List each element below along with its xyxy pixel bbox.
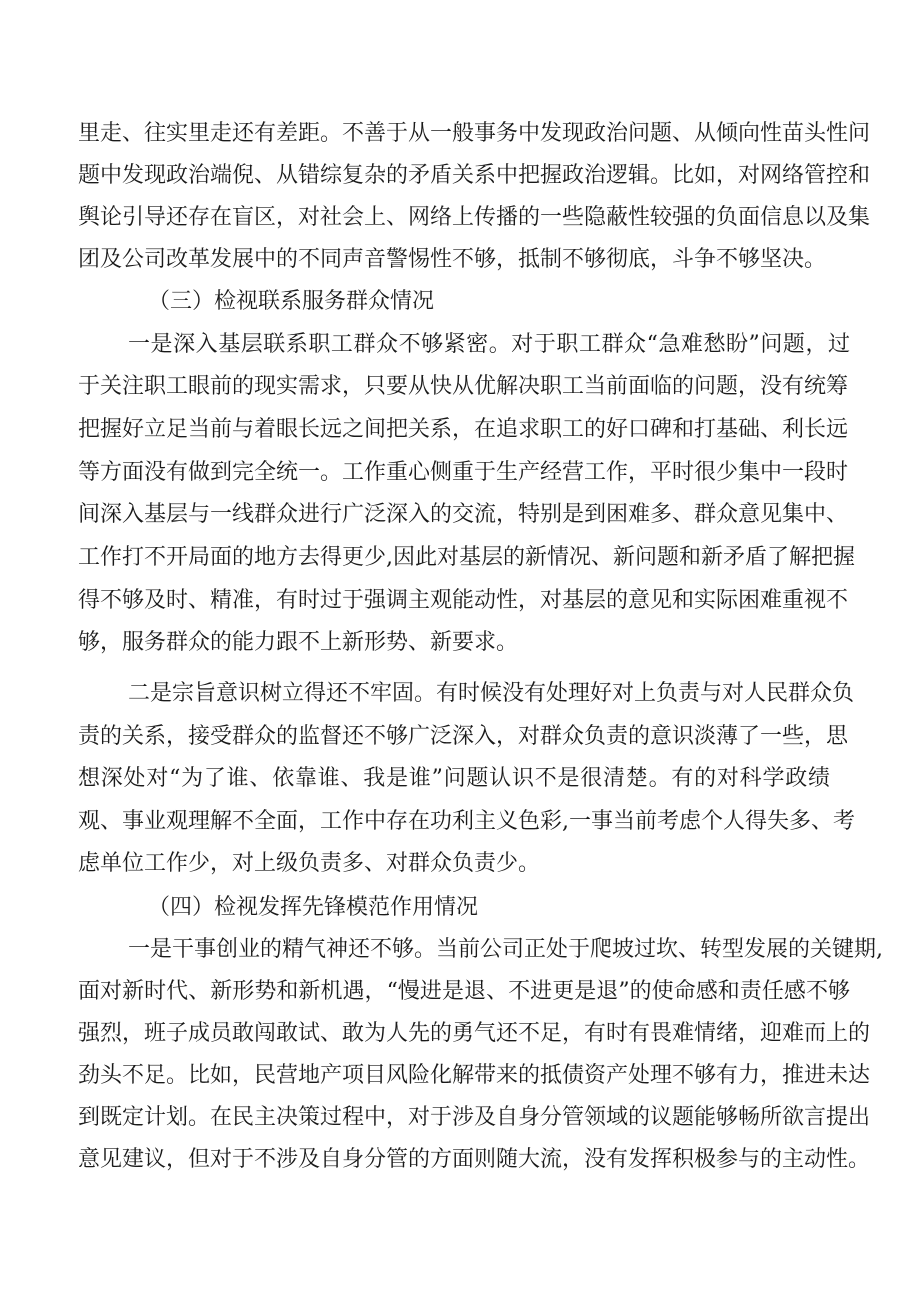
text-line: 够，服务群众的能力跟不上新形势、新要求。 xyxy=(78,630,519,655)
text-line: 想深处对“为了谁、依靠谁、我是谁”问题认识不是很清楚。有的对科学政绩 xyxy=(78,766,830,791)
text-line: 题中发现政治端倪、从错综复杂的矛盾关系中把握政治逻辑。比如，对网络管控和 xyxy=(78,163,871,188)
text-line: 间深入基层与一线群众进行广泛深入的交流，特别是到困难多、群众意见集中、 xyxy=(78,502,849,527)
text-line: 一是深入基层联系职工群众不够紧密。对于职工群众“急难愁盼”问题，过 xyxy=(128,332,850,357)
text-line: 面对新时代、新形势和新机遇，“慢进是退、不进更是退”的使命感和责任感不够 xyxy=(78,979,850,1004)
text-line: 得不够及时、精准，有时过于强调主观能动性，对基层的意见和实际困难重视不 xyxy=(78,588,849,613)
text-line: 于关注职工眼前的现实需求，只要从快从优解决职工当前面临的问题，没有统筹 xyxy=(78,374,849,399)
text-line: 舆论引导还存在盲区，对社会上、网络上传播的一些隐蔽性较强的负面信息以及集 xyxy=(78,205,871,230)
text-line: 团及公司改革发展中的不同声音警惕性不够，抵制不够彻底，斗争不够坚决。 xyxy=(78,247,827,272)
text-line: 里走、往实里走还有差距。不善于从一般事务中发现政治问题、从倾向性苗头性问 xyxy=(78,121,871,146)
text-line: 把握好立足当前与着眼长远之间把关系，在追求职工的好口碑和打基础、利长远 xyxy=(78,417,849,442)
text-line: 强烈，班子成员敢闯敢试、敢为人先的勇气还不足，有时有畏难情绪，迎难而上的 xyxy=(78,1021,871,1046)
text-line: 工作打不开局面的地方去得更少,因此对基层的新情况、新问题和新矛盾了解把握 xyxy=(78,545,855,570)
text-line: 等方面没有做到完全统一。工作重心侧重于生产经营工作，平时很少集中一段时 xyxy=(78,460,849,485)
text-line: 到既定计划。在民主决策过程中，对于涉及自身分管领域的议题能够畅所欲言提出 xyxy=(78,1105,871,1130)
text-line: 虑单位工作少，对上级负责多、对群众负责少。 xyxy=(78,851,541,876)
section-heading-3: （三）检视联系服务群众情况 xyxy=(148,289,435,314)
text-line: 观、事业观理解不全面，工作中存在功利主义色彩,一事当前考虑个人得失多、考 xyxy=(78,809,855,834)
text-line: 一是干事创业的精气神还不够。当前公司正处于爬坡过坎、转型发展的关键期, xyxy=(128,937,883,962)
text-line: 二是宗旨意识树立得还不牢固。有时候没有处理好对上负责与对人民群众负 xyxy=(128,681,855,706)
text-line: 责的关系，接受群众的监督还不够广泛深入，对群众负责的意识淡薄了一些，思 xyxy=(78,724,849,749)
text-line: 意见建议，但对于不涉及自身分管的方面则随大流，没有发挥积极参与的主动性。 xyxy=(78,1147,871,1172)
text-line: 劲头不足。比如，民营地产项目风险化解带来的抵债资产处理不够有力，推进未达 xyxy=(78,1063,871,1088)
section-heading-4: （四）检视发挥先锋模范作用情况 xyxy=(148,895,479,920)
